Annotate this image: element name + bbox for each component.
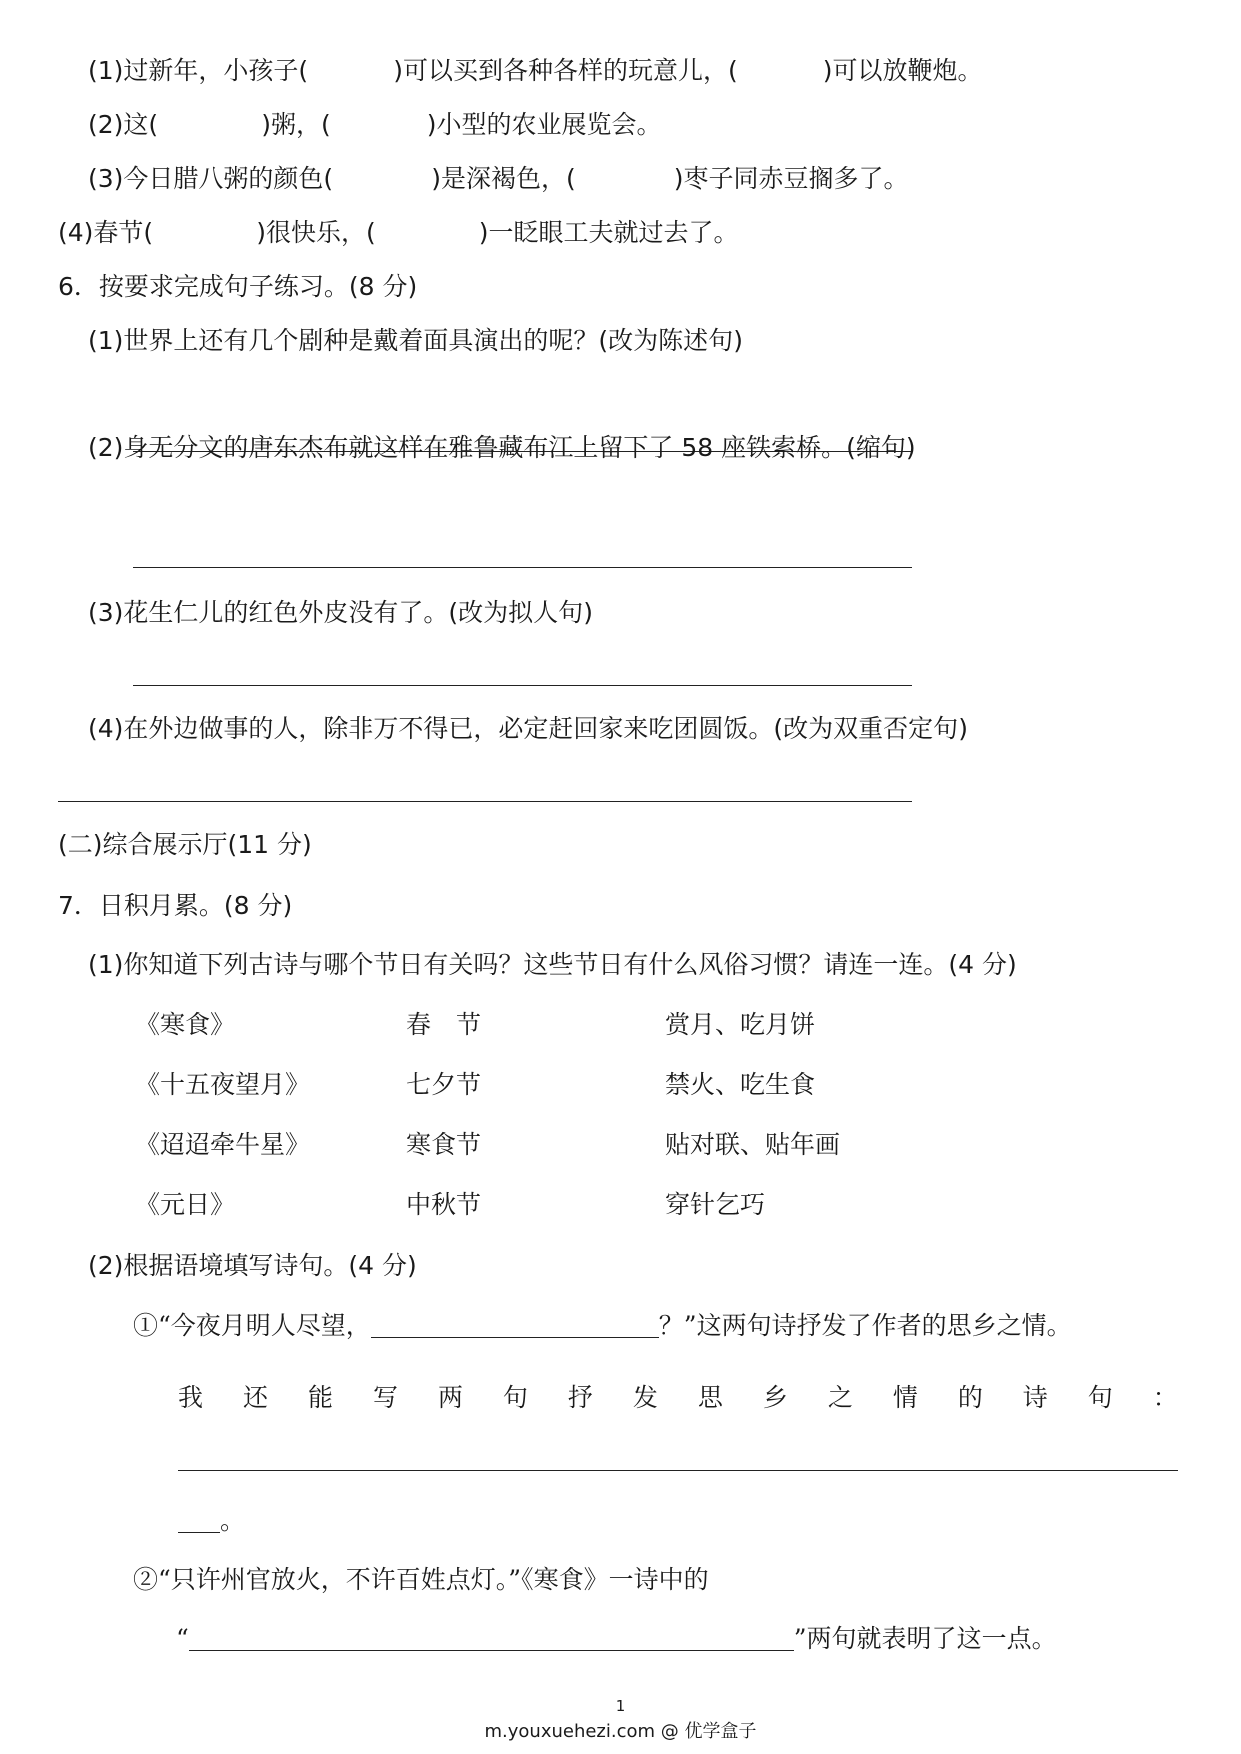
q6-item-2: (2)身无分文的唐东杰布就这样在雅鲁藏布江上留下了 58 座铁索桥。(缩句)	[88, 433, 916, 462]
answer-line[interactable]	[58, 801, 912, 802]
q6-item-1: (1)世界上还有几个剧种是戴着面具演出的呢？(改为陈述句)	[88, 326, 743, 355]
custom-item[interactable]: 赏月、吃月饼	[665, 1010, 816, 1039]
q5-sentence-1: (1)过新年，小孩子( )可以买到各种各样的玩意儿，( )可以放鞭炮。	[88, 56, 983, 85]
festival-item[interactable]: 七夕节	[406, 1070, 482, 1099]
fill-blank[interactable]	[371, 1311, 659, 1338]
custom-item[interactable]: 禁火、吃生食	[665, 1070, 816, 1099]
q5-sentence-3: (3)今日腊八粥的颜色( )是深褐色，( )枣子同赤豆搁多了。	[88, 164, 909, 193]
q5-sentence-2: (2)这( )粥，( )小型的农业展览会。	[88, 110, 662, 139]
answer-line[interactable]	[178, 1470, 1178, 1471]
answer-line[interactable]	[133, 567, 912, 568]
q7-title: 7．日积月累。(8 分)	[58, 891, 293, 920]
poem-fill-2-answer: “ ”两句就表明了这一点。	[176, 1624, 1057, 1653]
answer-line-end: 。	[178, 1504, 245, 1538]
spread-text: 我 还 能 写 两 句 抒 发 思 乡 之 情 的 诗 句 ：	[178, 1383, 1178, 1412]
q5-sentence-4: (4)春节( )很快乐，( )一眨眼工夫就过去了。	[58, 218, 739, 247]
answer-line[interactable]	[133, 685, 912, 686]
q6-title: 6．按要求完成句子练习。(8 分)	[58, 272, 418, 301]
festival-item[interactable]: 中秋节	[406, 1190, 482, 1219]
q7-part-1: (1)你知道下列古诗与哪个节日有关吗？这些节日有什么风俗习惯？请连一连。(4 分)	[88, 950, 1017, 979]
poem-fill-2: ②“只许州官放火，不许百姓点灯。”《寒食》一诗中的	[133, 1565, 709, 1594]
poem-item[interactable]: 《十五夜望月》	[135, 1070, 311, 1099]
page-number: 1	[615, 1697, 626, 1715]
q6-item-3: (3)花生仁儿的红色外皮没有了。(改为拟人句)	[88, 598, 593, 627]
footer-site: m.youxuehezi.com @ 优学盒子	[484, 1721, 757, 1742]
festival-item[interactable]: 春 节	[406, 1010, 482, 1039]
poem-fill-1: ①“今夜月明人尽望， ？”这两句诗抒发了作者的思乡之情。	[133, 1311, 1072, 1340]
poem-item[interactable]: 《寒食》	[135, 1010, 236, 1039]
custom-item[interactable]: 穿针乞巧	[665, 1190, 766, 1219]
poem-item[interactable]: 《元日》	[135, 1190, 236, 1219]
festival-item[interactable]: 寒食节	[406, 1130, 482, 1159]
poem-item[interactable]: 《迢迢牵牛星》	[135, 1130, 311, 1159]
q7-part-2: (2)根据语境填写诗句。(4 分)	[88, 1251, 417, 1280]
custom-item[interactable]: 贴对联、贴年画	[665, 1130, 841, 1159]
q6-item-4: (4)在外边做事的人，除非万不得已，必定赶回家来吃团圆饭。(改为双重否定句)	[88, 714, 968, 743]
fill-blank[interactable]	[178, 1506, 220, 1533]
fill-blank[interactable]	[189, 1624, 794, 1651]
section-heading: (二)综合展示厅(11 分)	[58, 830, 312, 859]
